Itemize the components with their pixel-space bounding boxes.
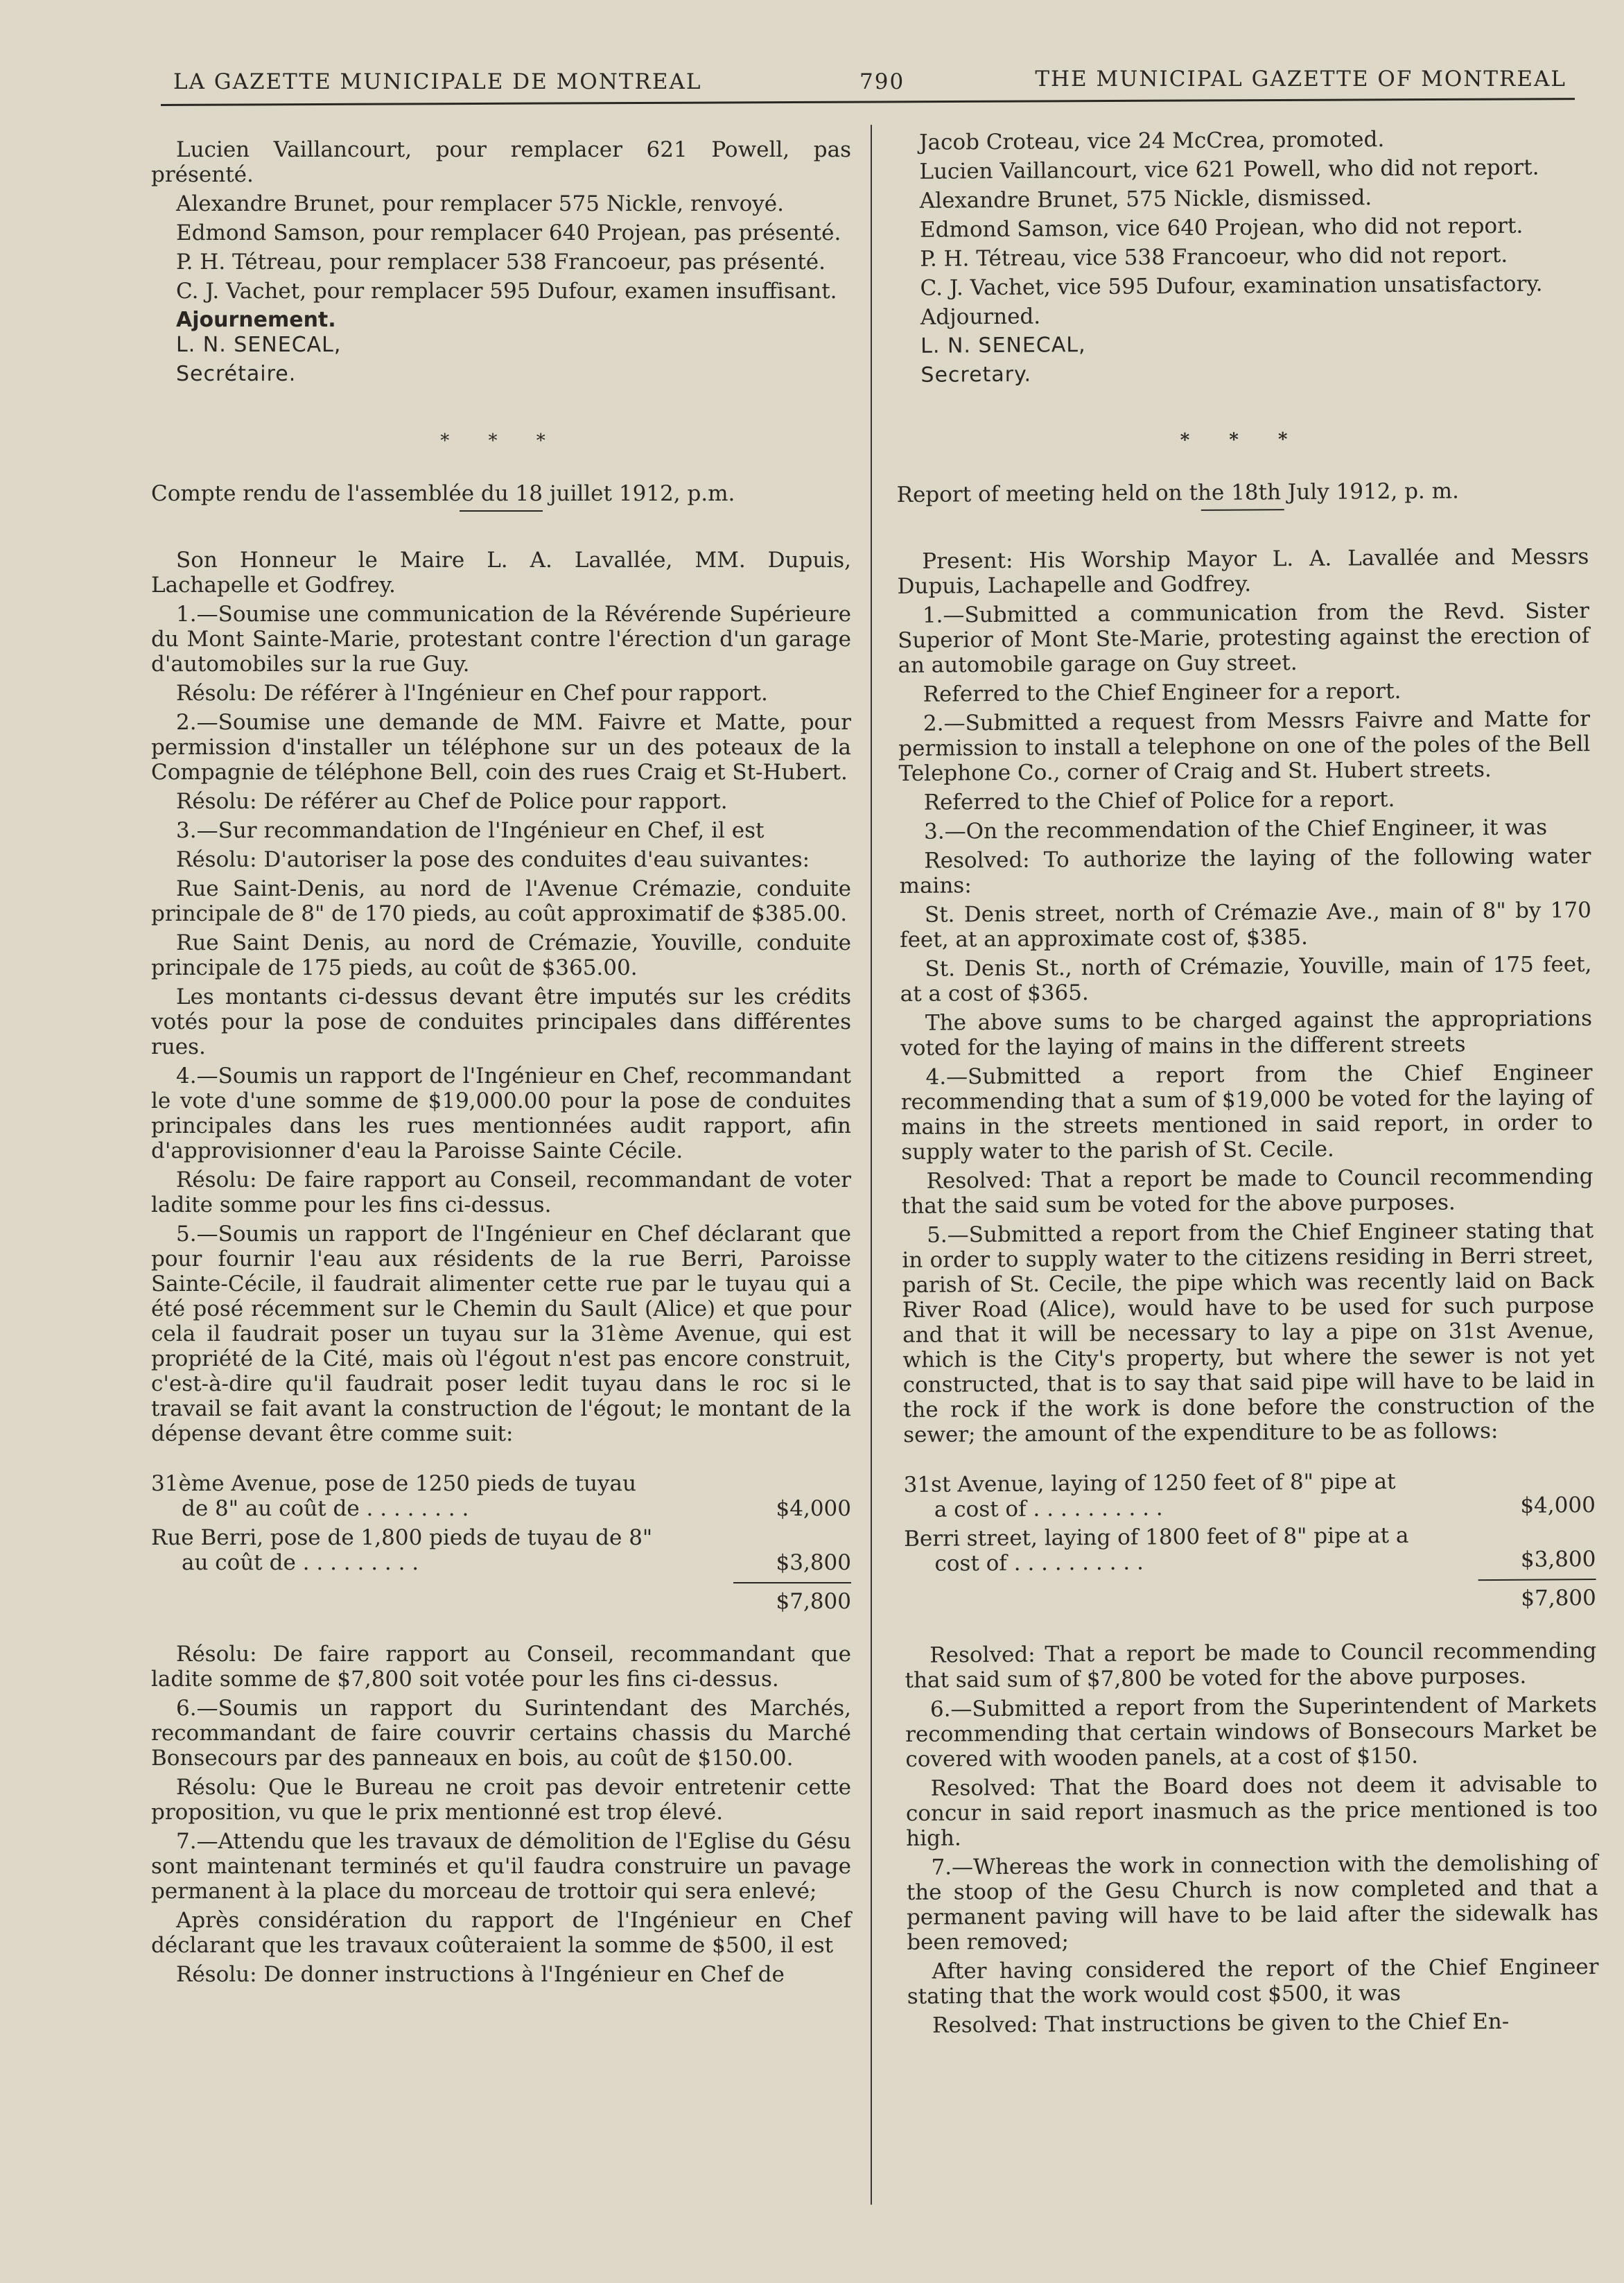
paragraph: 6.—Soumis un rapport du Surintendant des Marchés, recommandant de faire couvrir certains chassis du Marché Bonsecours par des panneaux en bois, au coût de $150.00. [151,1696,851,1771]
cost-row [904,1468,1596,1522]
cost-description: Berri street, laying of 1800 feet of 8" pipe at a [904,1522,1409,1552]
paragraph: 4.—Submitted a report from the Chief Engineer recommending that a sum of $19,000 be voted for the laying of mains in the streets mentioned in said report, in order to supply water to the parish of St. Cecile. [900,1059,1594,1165]
paragraph: 2.—Soumise une demande de MM. Faivre et Matte, pour permission d'installer un téléphone sur un des poteaux de la Compagnie de téléphone Bell, coin des rues Craig et St-Hubert. [151,710,851,785]
paragraph: 1.—Submitted a communication from the Revd. Sister Superior of Mont Ste-Marie, protesting against the erection of an automobile garage on Guy street. [898,598,1590,678]
paragraph: Resolved: That a report be made to Council recommending that said sum of $7,800 be voted for the above purposes. [905,1638,1597,1693]
paragraph: Lucien Vaillancourt, vice 621 Powell, who did not report. [919,155,1539,184]
signature-title: Secrétaire. [176,362,297,386]
paragraph: 5.—Soumis un rapport de l'Ingénieur en Chef déclarant que pour fournir l'eau aux résidents de la rue Berri, Paroisse Sainte-Cécile, il faudrait alimenter cette rue par le tuyau qui a été posé récemment sur le Chemin du Sault (Alice) et que pour cela il faudrait poser un tuyau sur la 31ème Avenue, qui est propriété de la Cité, mais où l'égout n'est pas encore construit, c'est-à-dire qu'il faudrait poser ledit tuyau dans le roc si le travail se fait avant la construction de l'égout; le montant de la dépense devant être comme suit: [151,1222,851,1446]
cost-row [151,1471,851,1521]
paragraph: St. Denis St., north of Crémazie, Youville, main of 175 feet, at a cost of $365. [900,952,1592,1007]
paragraph: Rue Saint Denis, au nord de Crémazie, Youville, conduite principale de 175 pieds, au coût de $365.00. [151,930,851,980]
paragraph: P. H. Tétreau, pour remplacer 538 Francoeur, pas présenté. [176,250,826,275]
cost-description: 31st Avenue, laying of 1250 feet of 8" pipe at [903,1468,1396,1498]
paragraph: Referred to the Chief Engineer for a report. [923,678,1402,707]
paragraph: Résolu: Que le Bureau ne croit pas devoir entretenir cette proposition, vu que le prix mentionné est trop élevé. [151,1775,851,1825]
paragraph: Alexandre Brunet, 575 Nickle, dismissed. [919,185,1372,214]
cost-row [151,1525,851,1575]
paragraph: Edmond Samson, vice 640 Projean, who did not report. [919,213,1523,243]
cost-row [904,1522,1596,1577]
cost-amount: $3,800 [1520,1546,1596,1572]
adjourned-label: Ajournement. [176,308,336,332]
paragraph: Resolved: That instructions be given to the Chief En- [932,2008,1510,2038]
cost-table [904,1468,1596,1615]
paragraph: 2.—Submitted a request from Messrs Faivre and Matte for permission to install a telephone on one of the poles of the Bell Telephone Co., corner of Craig and St. Hubert streets. [898,706,1591,786]
paragraph: Résolu: De faire rapport au Conseil, recommandant que ladite somme de $7,800 soit votée pour les fins ci-dessus. [151,1642,851,1692]
paragraph: 6.—Submitted a report from the Superintendent of Markets recommending that certain windows of Bonsecours Market be covered with wooden panels, at a cost of $150. [905,1692,1598,1772]
cost-table [151,1471,851,1614]
cost-description: de 8" au coût de . . . . . . . . [182,1496,469,1521]
cost-description: au coût de . . . . . . . . . [182,1550,419,1575]
paragraph: Résolu: D'autoriser la pose des conduites d'eau suivantes: [176,847,810,872]
paragraph: Après considération du rapport de l'Ingénieur en Chef déclarant que les travaux coûteraient la somme de $500, il est [151,1908,851,1958]
english-column [894,125,1599,2042]
paragraph: After having considered the report of the Chief Engineer stating that the work would cost $500, it was [907,1954,1599,2009]
paragraph: 4.—Soumis un rapport de l'Ingénieur en Chef, recommandant le vote d'une somme de $19,000.00 pour la pose de conduites principales dans les rues mentionnées audit rapport, afin d'approvisionner d'eau la Paroisse Sainte Cécile. [151,1064,851,1163]
paragraph: 5.—Submitted a report from the Chief Engineer stating that in order to supply water to the citizens residing in Berri street, parish of St. Cecile, the pipe which was recently laid on Back River Road (Alice), would have to be used for such purpose and that it will be necessary to lay a pipe on 31st Avenue, which is the City's property, but where the sewer is not yet constructed, that is to say that said pipe will have to be laid in the rock if the work is done before the construction of the sewer; the amount of the expenditure to be as follows: [902,1217,1595,1448]
paragraph: Jacob Croteau, vice 24 McCrea, promoted. [918,127,1385,155]
paragraph: Rue Saint-Denis, au nord de l'Avenue Crémazie, conduite principale de 8" de 170 pieds, au coût approximatif de $385.00. [151,876,851,926]
paragraph: 3.—On the recommendation of the Chief Engineer, it was [923,815,1548,844]
paragraph: Alexandre Brunet, pour remplacer 575 Nickle, renvoyé. [176,191,785,216]
paragraph: P. H. Tétreau, vice 538 Francoeur, who did not report. [920,242,1508,272]
total-rule [733,1582,851,1583]
paragraph: 7.—Whereas the work in connection with the demolishing of the stoop of the Gesu Church is now completed and that a permanent paving will have to be laid after the sidewalk has been removed; [906,1850,1599,1955]
header-french-title: LA GAZETTE MUNICIPALE DE MONTREAL [173,69,702,94]
cost-amount: $4,000 [1520,1492,1596,1518]
paragraph: Resolved: That the Board does not deem it advisable to concur in said report inasmuch as the price mentioned is too high. [905,1771,1598,1851]
paragraph: Résolu: De donner instructions à l'Ingénieur en Chef de [176,1962,785,1987]
paragraph: 1.—Soumise une communication de la Révérende Supérieure du Mont Sainte-Marie, protestant contre l'érection d'un garage d'automobiles sur la rue Guy. [151,602,851,677]
section-separator: * * * [440,431,562,451]
page-header [173,64,1566,98]
signature-name: L. N. SENECAL, [920,333,1086,358]
paragraph: The above sums to be charged against the appropriations voted for the laying of mains in the different streets [900,1006,1593,1061]
paragraph: Les montants ci-dessus devant être imputés sur les crédits votés pour la pose de conduites principales dans différentes rues. [151,984,851,1059]
total-rule [1478,1579,1596,1581]
paragraph: C. J. Vachet, vice 595 Dufour, examination unsatisfactory. [920,271,1543,301]
cost-amount: $4,000 [776,1496,851,1521]
paragraph: 7.—Attendu que les travaux de démolition de l'Eglise du Gésu sont maintenant terminés et qu'il faudra construire un pavage permanent à la place du morceau de trottoir qui sera enlevé; [151,1829,851,1904]
header-rule [161,98,1575,106]
paragraph: Lucien Vaillancourt, pour remplacer 621 Powell, pas présenté. [151,137,851,187]
paragraph: Resolved: To authorize the laying of the following water mains: [899,844,1591,899]
paragraph: Son Honneur le Maire L. A. Lavallée, MM. Dupuis, Lachapelle et Godfrey. [151,548,851,598]
paragraph: 3.—Sur recommandation de l'Ingénieur en Chef, il est [176,818,765,843]
french-column [151,137,851,1991]
title-rule [460,510,543,512]
page-number: 790 [859,69,905,94]
report-title: Report of meeting held on the 18th July 1912, p. m. [896,478,1460,507]
paragraph: Résolu: De faire rapport au Conseil, recommandant de voter ladite somme pour les fins ci-dessus. [151,1167,851,1217]
column-divider [871,125,872,2205]
cost-total: $7,800 [1521,1585,1596,1611]
paragraph: Résolu: De référer à l'Ingénieur en Chef pour rapport. [176,681,768,706]
paragraph: Résolu: De référer au Chef de Police pour rapport. [176,789,728,814]
cost-description: 31ème Avenue, pose de 1250 pieds de tuyau [151,1471,636,1496]
cost-description: Rue Berri, pose de 1,800 pieds de tuyau de 8" [151,1525,653,1550]
paragraph: Present: His Worship Mayor L. A. Lavallée and Messrs Dupuis, Lachapelle and Godfrey. [897,544,1589,599]
paragraph: C. J. Vachet, pour remplacer 595 Dufour, examen insuffisant. [176,279,837,304]
cost-amount: $3,800 [776,1550,851,1575]
cost-description: a cost of . . . . . . . . . . [934,1495,1163,1522]
cost-total: $7,800 [776,1589,851,1614]
report-title: Compte rendu de l'assemblée du 18 juillet 1912, p.m. [151,481,735,506]
paragraph: Edmond Samson, pour remplacer 640 Projean, pas présenté. [176,220,841,245]
paragraph: Resolved: That a report be made to Council recommending that the said sum be voted for the above purposes. [901,1163,1594,1219]
signature-name: L. N. SENECAL, [176,333,342,357]
section-separator: * * * [1180,428,1304,451]
title-rule [1201,509,1284,511]
paragraph: St. Denis street, north of Crémazie Ave., main of 8" by 170 feet, at an approximate cost of, $385. [900,898,1592,953]
header-english-title: THE MUNICIPAL GAZETTE OF MONTREAL [1035,67,1566,92]
cost-description: cost of . . . . . . . . . . [934,1550,1144,1577]
adjourned-label: Adjourned. [920,304,1041,330]
signature-title: Secretary. [920,362,1032,388]
paragraph: Referred to the Chief of Police for a report. [923,786,1395,815]
